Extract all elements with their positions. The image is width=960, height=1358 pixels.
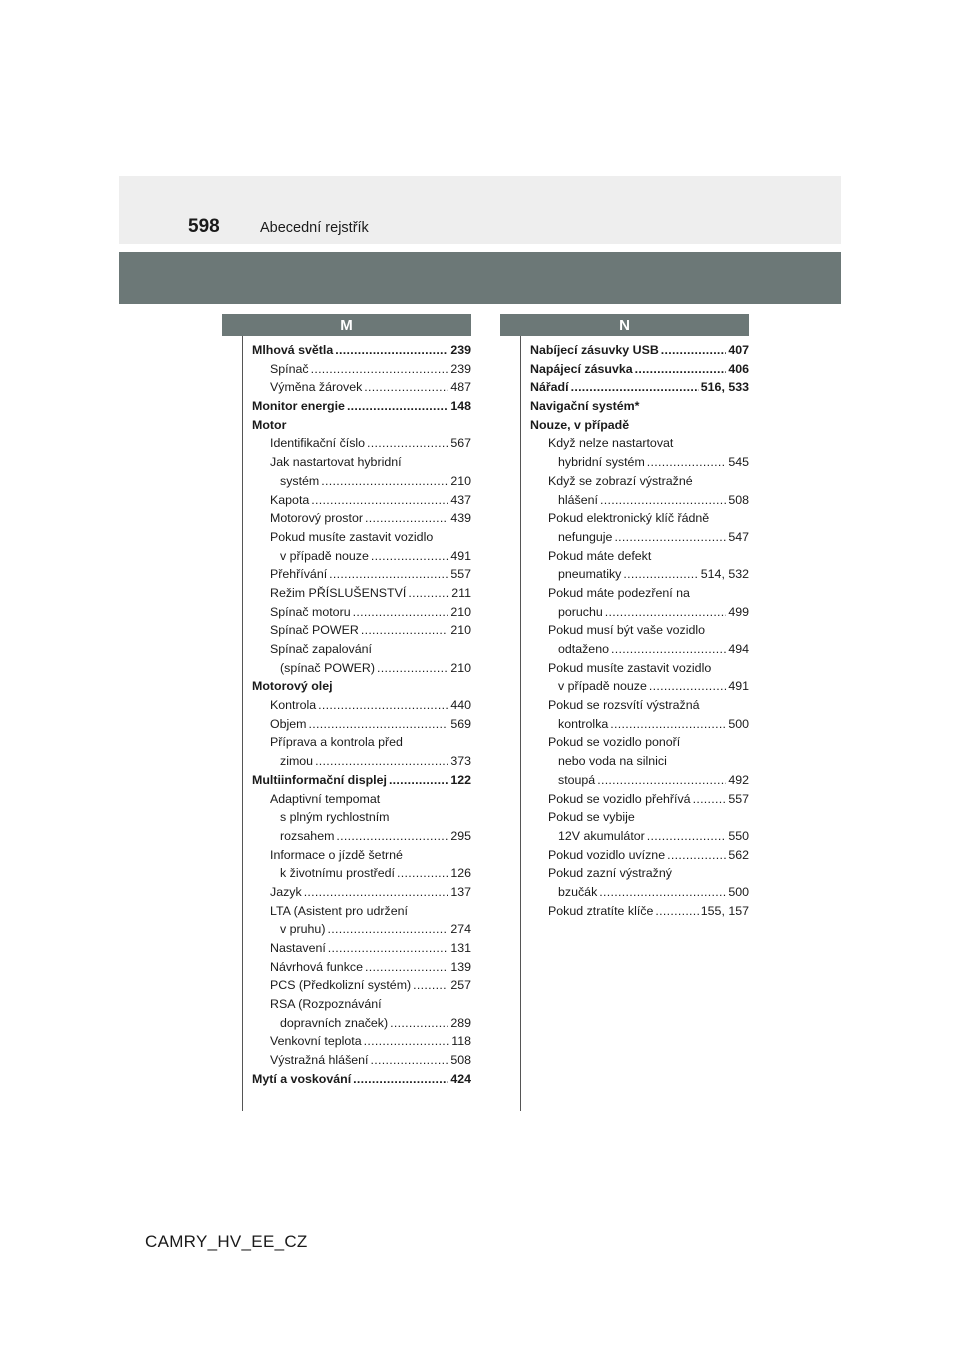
index-entry xyxy=(252,1032,471,1051)
index-entry-page: 373 xyxy=(450,754,471,769)
leader-dots xyxy=(693,790,727,809)
leader-dots xyxy=(389,771,448,790)
index-entry-page: 210 xyxy=(450,473,471,488)
index-entry-page: 406 xyxy=(728,361,749,376)
index-entry-page: 148 xyxy=(450,399,471,414)
leader-dots xyxy=(304,883,449,902)
index-entry-label: Spínač POWER xyxy=(270,623,359,638)
leader-dots xyxy=(329,565,448,584)
leader-dots xyxy=(597,771,726,790)
index-entry-label: Nářadí xyxy=(530,380,569,395)
leader-dots xyxy=(655,902,698,921)
index-entry-label: Návrhová funkce xyxy=(270,959,363,974)
index-entry-label: Pokud vozidlo uvízne xyxy=(548,847,666,862)
leader-dots xyxy=(321,472,448,491)
leader-dots xyxy=(336,827,448,846)
index-entry-page: 491 xyxy=(450,548,471,563)
index-entry-page: 508 xyxy=(728,492,749,507)
index-entry xyxy=(252,1070,471,1089)
index-entry-label: Pokud musíte zastavit vozidlo xyxy=(270,529,434,544)
index-entry-page: 514, 532 xyxy=(700,567,749,582)
index-entry-label: Pokud musíte zastavit vozidlo xyxy=(548,660,712,675)
index-entry xyxy=(530,771,749,790)
index-entry xyxy=(530,715,749,734)
index-entry xyxy=(530,547,749,566)
index-entry-label: Spínač zapalování xyxy=(270,642,372,656)
index-entry xyxy=(530,790,749,809)
index-entry-page: 500 xyxy=(728,884,749,899)
index-entry xyxy=(530,621,749,640)
index-entry xyxy=(252,453,471,472)
index-entry-page: 131 xyxy=(450,941,471,955)
index-entry-page: 122 xyxy=(450,772,471,787)
index-entry-page: 550 xyxy=(728,828,749,843)
leader-dots xyxy=(667,846,726,865)
index-entry-page: 500 xyxy=(728,716,749,731)
index-entry xyxy=(252,547,471,566)
index-entry-label: Pokud ztratíte klíče xyxy=(548,903,654,918)
leader-dots xyxy=(661,341,727,360)
index-entry-label: Režim PŘÍSLUŠENSTVÍ xyxy=(270,585,407,600)
index-entry xyxy=(530,360,749,379)
leader-dots xyxy=(614,528,726,547)
index-entry xyxy=(530,733,749,752)
index-entry xyxy=(530,752,749,771)
page-title: Abecední rejstřík xyxy=(260,220,369,236)
index-entry xyxy=(252,528,471,547)
index-entry xyxy=(252,976,471,995)
index-entry-label: Jak nastartovat hybridní xyxy=(270,455,402,470)
index-entry-label: Monitor energie xyxy=(252,399,345,414)
index-entry-page: 239 xyxy=(450,361,471,376)
leader-dots xyxy=(353,1070,448,1089)
index-entry-page: 289 xyxy=(450,1015,471,1030)
index-entry xyxy=(252,491,471,510)
index-entry xyxy=(252,472,471,491)
index-entry xyxy=(530,640,749,659)
index-entry xyxy=(530,565,749,584)
leader-dots xyxy=(647,453,727,472)
index-entry-label: Pokud zazní výstražný xyxy=(548,866,672,881)
index-entry xyxy=(530,696,749,715)
index-entry xyxy=(252,790,471,809)
index-entry-label: Navigační systém* xyxy=(530,399,640,414)
index-entry-page: 567 xyxy=(450,436,471,451)
index-entry-label: v pruhu) xyxy=(280,922,326,937)
index-entry-label: Kapota xyxy=(270,492,310,507)
index-entry-page: 487 xyxy=(450,380,471,395)
index-entry-label: hlášení xyxy=(558,492,598,507)
index-entry xyxy=(252,995,471,1014)
index-entry-label: zimou xyxy=(280,754,314,769)
leader-dots xyxy=(623,565,698,584)
index-entry xyxy=(530,902,749,921)
leader-dots xyxy=(311,491,448,510)
index-entry xyxy=(252,902,471,921)
index-entry-label: Adaptivní tempomat xyxy=(270,791,381,806)
index-entry-label: Přehřívání xyxy=(270,567,328,582)
leader-dots xyxy=(600,491,726,510)
index-entry xyxy=(252,341,471,360)
index-entry-label: Pokud musí být vaše vozidlo xyxy=(548,623,706,638)
leader-dots xyxy=(413,976,448,995)
column-divider-left xyxy=(242,336,243,1111)
index-entry xyxy=(252,715,471,734)
index-entry xyxy=(252,509,471,528)
index-entry-label: Kontrola xyxy=(270,698,317,713)
leader-dots xyxy=(371,547,448,566)
index-entry-page: 557 xyxy=(450,567,471,582)
index-entry xyxy=(530,528,749,547)
index-entry xyxy=(252,659,471,678)
index-entry-label: Objem xyxy=(270,716,307,731)
leader-dots xyxy=(365,958,448,977)
index-entry-label: Pokud máte podezření na xyxy=(548,585,690,600)
leader-dots xyxy=(364,1032,450,1051)
page-number: 598 xyxy=(188,216,220,237)
index-entry xyxy=(252,1014,471,1033)
index-entry-label: Pokud elektronický klíč řádně xyxy=(548,511,710,526)
index-entry-label: Spínač xyxy=(270,361,309,376)
index-entry-page: 516, 533 xyxy=(700,380,749,395)
index-entry-label: Pokud se vozidlo přehřívá xyxy=(548,791,691,806)
index-entry-page: 424 xyxy=(450,1071,471,1086)
index-entry-page: 440 xyxy=(450,698,471,713)
index-entry xyxy=(252,958,471,977)
index-entry xyxy=(252,640,471,659)
index-entry-label: Příprava a kontrola před xyxy=(270,735,403,750)
index-entry xyxy=(252,864,471,883)
header-band xyxy=(119,176,841,244)
leader-dots xyxy=(610,715,726,734)
index-entry xyxy=(252,584,471,603)
index-entry xyxy=(530,846,749,865)
leader-dots xyxy=(315,752,448,771)
column-divider-right xyxy=(520,336,521,1111)
index-entry-label: PCS (Předkolizní systém) xyxy=(270,978,412,993)
index-entry xyxy=(252,696,471,715)
index-entry-page: 437 xyxy=(450,492,471,507)
leader-dots xyxy=(367,434,448,453)
index-entry-label: Multiinformační displej xyxy=(252,772,387,787)
index-entry xyxy=(252,939,471,958)
index-entry-label: pneumatiky xyxy=(558,567,622,582)
index-entry-label: Pokud se vozidlo ponoří xyxy=(548,735,681,750)
leader-dots xyxy=(353,603,449,622)
leader-dots xyxy=(327,920,448,939)
index-entry xyxy=(252,733,471,752)
index-entry-page: 211 xyxy=(451,585,471,600)
index-entry-label: Když nelze nastartovat xyxy=(548,436,674,451)
leader-dots xyxy=(377,659,448,678)
index-entry-page: 557 xyxy=(728,791,749,806)
index-entry-page: 494 xyxy=(728,642,749,656)
index-entry-label: Motorový prostor xyxy=(270,511,363,526)
index-entry xyxy=(252,677,471,696)
index-entry-label: bzučák xyxy=(558,884,598,899)
index-entry xyxy=(530,397,749,416)
index-entry xyxy=(530,603,749,622)
index-entry xyxy=(530,378,749,397)
index-entry-label: odtaženo xyxy=(558,642,609,656)
index-entry xyxy=(252,846,471,865)
index-entry xyxy=(252,883,471,902)
leader-dots xyxy=(309,715,449,734)
index-column-n xyxy=(530,341,749,920)
index-column-m xyxy=(252,341,471,1089)
index-entry-label: Pokud se rozsvítí výstražná xyxy=(548,698,700,713)
section-band xyxy=(119,252,841,304)
index-entry-page: 257 xyxy=(450,978,471,993)
index-entry-page: 295 xyxy=(450,828,471,843)
index-entry-label: Motor xyxy=(252,417,287,432)
index-entry xyxy=(530,864,749,883)
index-entry xyxy=(252,378,471,397)
index-entry-label: LTA (Asistent pro udržení xyxy=(270,903,408,918)
index-entry-label: poruchu xyxy=(558,604,603,619)
index-entry xyxy=(252,434,471,453)
letter-header-n: N xyxy=(500,314,749,336)
index-entry-label: Identifikační číslo xyxy=(270,436,366,451)
index-entry-page: 139 xyxy=(450,959,471,974)
leader-dots xyxy=(611,640,726,659)
index-entry-label: nebo voda na silnici xyxy=(558,754,667,769)
index-entry xyxy=(252,397,471,416)
leader-dots xyxy=(390,1014,448,1033)
index-entry-label: RSA (Rozpoznávání xyxy=(270,997,382,1012)
index-entry xyxy=(530,434,749,453)
index-entry-label: 12V akumulátor xyxy=(558,828,645,843)
index-entry-page: 137 xyxy=(450,884,471,899)
index-entry xyxy=(252,827,471,846)
index-entry xyxy=(252,603,471,622)
index-entry-label: k životnímu prostředí xyxy=(280,866,396,881)
index-entry xyxy=(530,509,749,528)
index-entry xyxy=(252,565,471,584)
index-entry-page: 545 xyxy=(728,455,749,470)
index-entry-label: Když se zobrazí výstražné xyxy=(548,473,693,488)
index-entry xyxy=(530,808,749,827)
index-entry-label: hybridní systém xyxy=(558,455,645,470)
index-entry xyxy=(530,677,749,696)
index-entry-label: nefunguje xyxy=(558,529,613,544)
leader-dots xyxy=(361,621,448,640)
index-entry-page: 239 xyxy=(450,343,471,357)
index-entry xyxy=(530,883,749,902)
leader-dots xyxy=(649,677,726,696)
index-entry-page: 492 xyxy=(728,772,749,787)
leader-dots xyxy=(335,341,448,360)
index-entry-page: 547 xyxy=(728,529,749,544)
index-entry-label: Nabíjecí zásuvky USB xyxy=(530,343,659,357)
index-entry xyxy=(530,453,749,472)
index-entry xyxy=(252,1051,471,1070)
index-entry-label: Motorový olej xyxy=(252,679,333,694)
index-entry-label: v případě nouze xyxy=(558,679,647,694)
index-entry-label: Výměna žárovek xyxy=(270,380,363,395)
index-entry-label: kontrolka xyxy=(558,716,609,731)
index-entry-label: systém xyxy=(280,473,320,488)
index-entry xyxy=(530,472,749,491)
leader-dots xyxy=(328,939,449,958)
index-entry-label: Mlhová světla xyxy=(252,343,334,357)
leader-dots xyxy=(318,696,448,715)
index-entry-label: Nouze, v případě xyxy=(530,417,630,432)
index-entry-label: dopravních značek) xyxy=(280,1015,389,1030)
index-entry-page: 439 xyxy=(450,511,471,526)
index-entry-label: Informace o jízdě šetrné xyxy=(270,847,403,862)
document-code: CAMRY_HV_EE_CZ xyxy=(145,1232,308,1251)
index-entry xyxy=(252,416,471,435)
index-entry-label: s plným rychlostním xyxy=(280,810,390,825)
index-entry-label: Pokud máte defekt xyxy=(548,548,652,563)
index-entry-page: 210 xyxy=(450,660,471,675)
leader-dots xyxy=(408,584,449,603)
index-entry-label: stoupá xyxy=(558,772,596,787)
index-entry-label: Nastavení xyxy=(270,941,326,955)
leader-dots xyxy=(635,360,727,379)
index-entry xyxy=(252,771,471,790)
index-entry xyxy=(530,659,749,678)
index-entry-page: 499 xyxy=(728,604,749,619)
index-entry xyxy=(252,920,471,939)
index-entry-label: Spínač motoru xyxy=(270,604,351,619)
letter-header-m: M xyxy=(222,314,471,336)
leader-dots xyxy=(397,864,448,883)
leader-dots xyxy=(647,827,727,846)
index-entry-page: 274 xyxy=(450,922,471,937)
index-entry-page: 569 xyxy=(450,716,471,731)
index-entry-label: Pokud se vybije xyxy=(548,810,635,825)
leader-dots xyxy=(599,883,726,902)
index-entry-page: 407 xyxy=(728,343,749,357)
index-entry-page: 210 xyxy=(450,604,471,619)
leader-dots xyxy=(347,397,448,416)
index-entry xyxy=(252,621,471,640)
index-entry-label: v případě nouze xyxy=(280,548,369,563)
index-entry xyxy=(252,360,471,379)
index-entry xyxy=(530,584,749,603)
index-entry-label: (spínač POWER) xyxy=(280,660,376,675)
index-entry xyxy=(252,808,471,827)
index-entry-page: 491 xyxy=(728,679,749,694)
index-entry-page: 118 xyxy=(451,1034,471,1049)
index-entry-page: 210 xyxy=(450,623,471,638)
leader-dots xyxy=(371,1051,449,1070)
index-entry xyxy=(252,752,471,771)
index-entry-page: 155, 157 xyxy=(700,903,749,918)
index-entry-label: Napájecí zásuvka xyxy=(530,361,633,376)
leader-dots xyxy=(571,378,699,397)
index-entry-page: 562 xyxy=(728,847,749,862)
index-entry xyxy=(530,341,749,360)
leader-dots xyxy=(364,378,448,397)
leader-dots xyxy=(365,509,448,528)
index-entry-label: Mytí a voskování xyxy=(252,1071,352,1086)
index-entry xyxy=(530,416,749,435)
index-entry-label: Jazyk xyxy=(270,884,302,899)
index-entry-page: 508 xyxy=(450,1053,471,1068)
index-entry-label: Výstražná hlášení xyxy=(270,1053,369,1068)
index-entry-page: 126 xyxy=(450,866,471,881)
index-entry-label: Venkovní teplota xyxy=(270,1034,362,1049)
leader-dots xyxy=(311,360,449,379)
index-entry xyxy=(530,491,749,510)
index-entry-label: rozsahem xyxy=(280,828,335,843)
index-entry xyxy=(530,827,749,846)
leader-dots xyxy=(605,603,727,622)
